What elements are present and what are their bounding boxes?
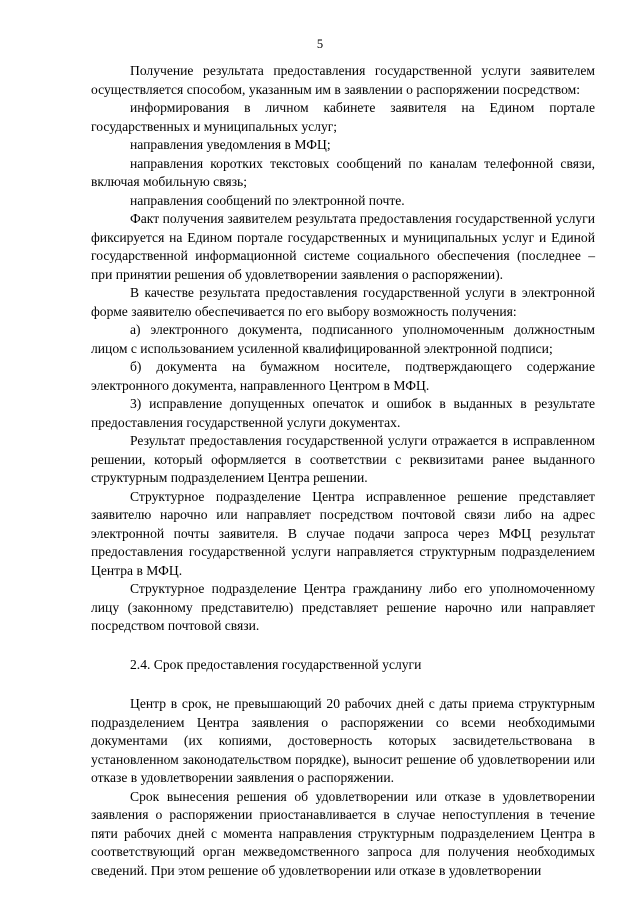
paragraph: направления уведомления в МФЦ; <box>130 137 331 152</box>
paragraph: Срок вынесения решения об удовлетворении или отказе в удовлетворении заявления о распоряжении приостанавливается в случае непоступления в течение пяти рабочих дней с момента направления структурным подразделением Центра в соответствующий орган межведомственного запроса для получения необходимых сведений. При этом решение об удовлетворении или отказе в удовлетворении <box>91 788 595 878</box>
paragraph: информирования в личном кабинете заявителя на Едином портале государственных и муниципальных услуг; <box>91 100 595 134</box>
paragraph: направления сообщений по электронной почте. <box>130 192 405 208</box>
paragraph: Структурное подразделение Центра гражданину либо его уполномоченному лицу (законному представителю) представляет решение нарочно или направляет посредством почтовой связи. <box>91 581 595 633</box>
paragraph: Структурное подразделение Центра исправленное решение представляет заявителю нарочно или направляет посредством почтовой связи либо на адрес электронной почты заявителя. В случае подачи запроса через МФЦ результат предоставления государственной услуги направляется структурным подразделением Центра в МФЦ. <box>91 488 595 578</box>
paragraph: а) электронного документа, подписанного уполномоченным должностным лицом с использованием усиленной квалифицированной электронной подписи; <box>91 322 595 356</box>
paragraph: Получение результата предоставления государственной услуги заявителем осуществляется способом, указанным им в заявлении о распоряжении посредством: <box>91 63 595 97</box>
paragraph: Факт получения заявителем результата предоставления государственной услуги фиксируется на Едином портале государственных и муниципальных услуг и Единой государственной информационной системе социального обеспечения (последнее – при принятии решения об удовлетворении заявления о распоряжении). <box>91 211 595 282</box>
paragraph: направления коротких текстовых сообщений по каналам телефонной связи, включая мобильную связь; <box>91 155 595 189</box>
paragraph: Результат предоставления государственной услуги отражается в исправленном решении, который оформляется в соответствии с реквизитами ранее выданного структурным подразделением Центра решении. <box>91 433 595 485</box>
section-heading: 2.4. Срок предоставления государственной услуги <box>130 656 422 672</box>
paragraph: Центр в срок, не превышающий 20 рабочих дней с даты приема структурным подразделением Центра заявления о распоряжении со всеми необходимыми документами (их копиями, достоверность которых засвидетельствована в установленном законодательством порядке), выносит решение об удовлетворении или отказе в удовлетворении заявления о распоряжении. <box>91 696 595 785</box>
paragraph: 3) исправление допущенных опечаток и ошибок в выданных в результате предоставления государственной услуги документах. <box>91 396 595 430</box>
document-body <box>91 62 595 880</box>
page-number: 5 <box>316 37 324 51</box>
paragraph: б) документа на бумажном носителе, подтверждающего содержание электронного документа, направленного Центром в МФЦ. <box>91 359 595 393</box>
paragraph: В качестве результата предоставления государственной услуги в электронной форме заявителю обеспечивается по его выбору возможность получения: <box>91 285 595 319</box>
